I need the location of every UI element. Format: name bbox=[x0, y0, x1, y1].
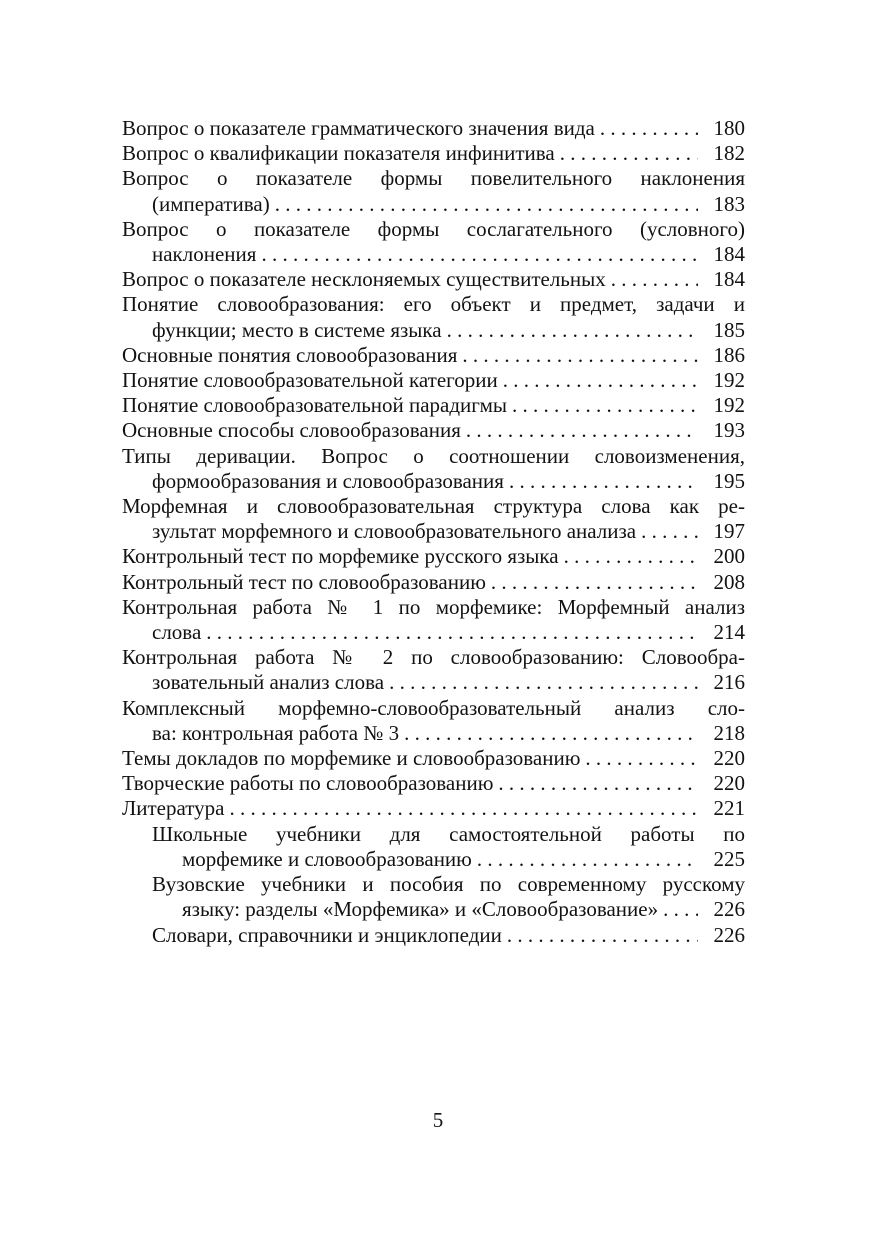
toc-entry bbox=[122, 444, 745, 494]
toc-line bbox=[122, 469, 745, 494]
toc-line bbox=[122, 721, 745, 746]
toc-entry bbox=[122, 343, 745, 368]
toc-line bbox=[122, 192, 745, 217]
dot-leader bbox=[466, 418, 698, 443]
toc-line bbox=[122, 242, 745, 267]
toc-entry bbox=[122, 645, 745, 695]
toc-entry bbox=[122, 544, 745, 569]
toc-entry-title: Основные понятия словообразования bbox=[122, 342, 458, 367]
dot-leader bbox=[509, 469, 698, 494]
toc-page-number: 192 bbox=[713, 368, 745, 393]
toc-line: Морфемная и словообразовательная структура слова как ре- bbox=[122, 494, 745, 519]
toc-entry-title: Понятие словообразовательной категории bbox=[122, 368, 498, 393]
dot-leader bbox=[585, 746, 698, 771]
dot-leader bbox=[564, 544, 698, 569]
dot-leader bbox=[275, 192, 698, 217]
toc-line: Контрольная работа № 1 по морфемике: Морфемный анализ bbox=[122, 594, 745, 619]
toc-page-number: 180 bbox=[713, 116, 745, 140]
toc-line bbox=[122, 796, 745, 821]
toc-page-number: 220 bbox=[713, 771, 745, 796]
toc-list bbox=[122, 116, 745, 948]
toc-page-number: 208 bbox=[713, 569, 745, 594]
page-number: 5 bbox=[432, 1108, 444, 1132]
toc-line: Понятие словообразования: его объект и предмет, задачи и bbox=[122, 292, 745, 317]
toc-entry-title: Вопрос о квалификации показателя инфинитива bbox=[122, 141, 555, 166]
dot-leader bbox=[611, 267, 698, 292]
toc-page-number: 192 bbox=[713, 393, 745, 418]
dot-leader bbox=[560, 141, 698, 166]
toc-entry-title: зультат морфемного и словообразовательного анализа bbox=[152, 519, 637, 544]
toc-entry-title: слова bbox=[152, 620, 202, 645]
toc-entry bbox=[122, 696, 745, 746]
toc-line bbox=[122, 141, 745, 166]
toc-page-number: 186 bbox=[713, 342, 745, 367]
toc-line bbox=[122, 620, 745, 645]
dot-leader bbox=[498, 771, 698, 796]
toc-page-number: 193 bbox=[713, 418, 745, 443]
toc-entry-title: Вопрос о показателе несклоняемых существительных bbox=[122, 267, 606, 292]
toc-entry bbox=[122, 267, 745, 292]
dot-leader bbox=[641, 519, 698, 544]
toc-line bbox=[122, 418, 745, 443]
toc-entry-title: Основные способы словообразования bbox=[122, 418, 461, 443]
toc-entry-title: формообразования и словообразования bbox=[152, 468, 504, 493]
toc-line bbox=[122, 393, 745, 418]
toc-page-number: 200 bbox=[713, 544, 745, 569]
toc-entry bbox=[122, 116, 745, 141]
toc-entry bbox=[122, 418, 745, 443]
toc-page-number: 214 bbox=[713, 620, 745, 645]
toc-page-number: 183 bbox=[713, 191, 745, 216]
toc-entry-title: Творческие работы по словообразованию bbox=[122, 771, 494, 796]
toc-line bbox=[122, 267, 745, 292]
toc-page-number: 220 bbox=[713, 746, 745, 771]
toc-entry-title: Контрольный тест по словообразованию bbox=[122, 569, 486, 594]
toc-page-number: 216 bbox=[713, 670, 745, 695]
toc-page-number: 182 bbox=[713, 141, 745, 166]
toc-entry bbox=[122, 393, 745, 418]
toc-entry-title: языку: разделы «Морфемика» и «Словообразование» bbox=[182, 897, 659, 922]
toc-entry bbox=[122, 217, 745, 267]
toc-entry-title: наклонения bbox=[152, 242, 257, 267]
toc-line bbox=[122, 318, 745, 343]
dot-leader bbox=[507, 923, 698, 948]
toc-page-number: 225 bbox=[713, 846, 745, 871]
toc-line: Контрольная работа № 2 по словообразованию: Словообра- bbox=[122, 645, 745, 670]
dot-leader bbox=[600, 116, 698, 141]
toc-entry bbox=[122, 368, 745, 393]
toc-line bbox=[122, 368, 745, 393]
dot-leader bbox=[663, 897, 698, 922]
dot-leader bbox=[512, 393, 698, 418]
toc-entry-title: Словари, справочники и энциклопедии bbox=[152, 922, 502, 947]
toc-entry-title: Литература bbox=[122, 796, 225, 821]
toc-entry-title: ва: контрольная работа № 3 bbox=[152, 720, 400, 745]
toc-entry-title: функции; место в системе языка bbox=[152, 317, 442, 342]
toc-line bbox=[122, 519, 745, 544]
toc-entry bbox=[122, 771, 745, 796]
toc-entry bbox=[122, 494, 745, 544]
dot-leader bbox=[389, 670, 698, 695]
toc-line: Комплексный морфемно-словообразовательный анализ сло- bbox=[122, 695, 745, 720]
toc-line: Вопрос о показателе формы повелительного наклонения bbox=[122, 166, 745, 191]
toc-page-number: 195 bbox=[713, 468, 745, 493]
toc-line bbox=[122, 116, 745, 141]
toc-page-number: 185 bbox=[713, 317, 745, 342]
toc-entry bbox=[122, 166, 745, 216]
toc-entry-title: Контрольный тест по морфемике русского языка bbox=[122, 544, 559, 569]
toc-page-number: 226 bbox=[713, 922, 745, 947]
toc-entry bbox=[122, 746, 745, 771]
dot-leader bbox=[206, 620, 698, 645]
toc-page-number: 197 bbox=[713, 519, 745, 544]
toc-entry-title: (императива) bbox=[152, 191, 270, 216]
toc-entry bbox=[122, 292, 745, 342]
toc-entry bbox=[122, 872, 745, 922]
toc-entry-title: Вопрос о показателе грамматического значения вида bbox=[122, 116, 595, 140]
toc-page-number: 221 bbox=[713, 796, 745, 821]
toc-line: Школьные учебники для самостоятельной работы по bbox=[152, 821, 745, 846]
toc-line bbox=[122, 343, 745, 368]
toc-line bbox=[122, 570, 745, 595]
toc-line: Вопрос о показателе формы сослагательного (условного) bbox=[122, 216, 745, 241]
toc-line bbox=[122, 670, 745, 695]
toc-line: Вузовские учебники и пособия по современному русскому bbox=[152, 872, 745, 897]
dot-leader bbox=[261, 242, 698, 267]
toc-entry-title: Понятие словообразовательной парадигмы bbox=[122, 393, 508, 418]
toc-page-number: 184 bbox=[713, 242, 745, 267]
dot-leader bbox=[229, 796, 698, 821]
toc-line bbox=[122, 771, 745, 796]
dot-leader bbox=[447, 318, 698, 343]
toc-page-number: 184 bbox=[713, 267, 745, 292]
toc-entry bbox=[122, 141, 745, 166]
toc-entry-title: морфемике и словообразованию bbox=[182, 846, 472, 871]
dot-leader bbox=[477, 847, 698, 872]
toc-page-number: 226 bbox=[713, 897, 745, 922]
toc-entry bbox=[122, 923, 745, 948]
toc-line bbox=[122, 544, 745, 569]
toc-entry bbox=[122, 595, 745, 645]
toc-entry bbox=[122, 822, 745, 872]
toc-entry-title: Темы докладов по морфемике и словообразованию bbox=[122, 746, 581, 771]
toc-entry bbox=[122, 796, 745, 821]
dot-leader bbox=[404, 721, 698, 746]
dot-leader bbox=[491, 570, 698, 595]
toc-line bbox=[122, 847, 745, 872]
dot-leader bbox=[503, 368, 698, 393]
toc-entry-title: зовательный анализ слова bbox=[152, 670, 385, 695]
toc-entry bbox=[122, 570, 745, 595]
toc-line bbox=[122, 897, 745, 922]
toc-page-number: 218 bbox=[713, 720, 745, 745]
toc-line bbox=[122, 923, 745, 948]
toc-line: Типы деривации. Вопрос о соотношении словоизменения, bbox=[122, 443, 745, 468]
dot-leader bbox=[462, 343, 698, 368]
toc-line bbox=[122, 746, 745, 771]
